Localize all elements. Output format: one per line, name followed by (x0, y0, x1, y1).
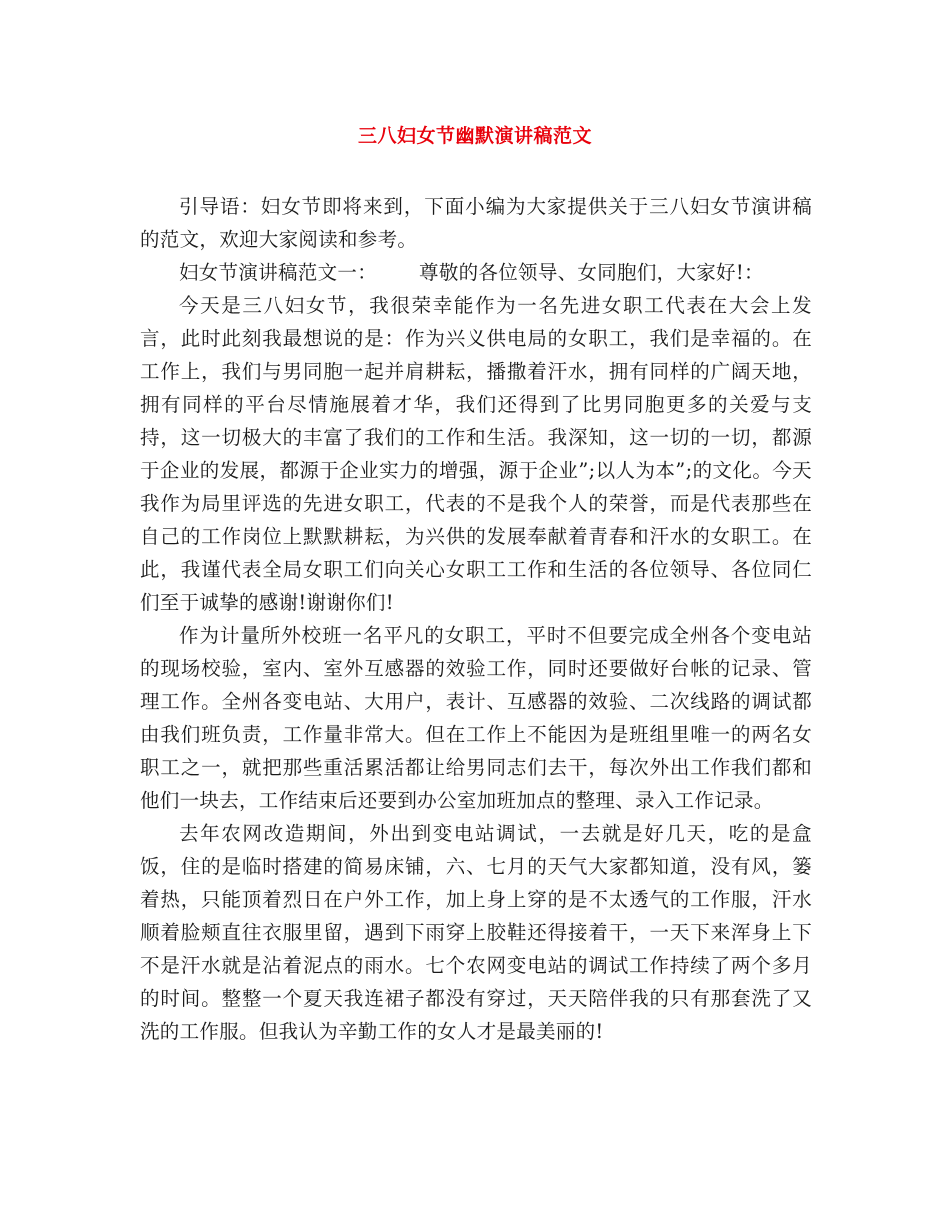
body-paragraph: 今天是三八妇女节，我很荣幸能作为一名先进女职工代表在大会上发言，此时此刻我最想说的是：作为兴义供电局的女职工，我们是幸福的。在工作上，我们与男同胞一起并肩耕耘，播撒着汗水，拥有同样的广阔天地，拥有同样的平台尽情施展着才华，我们还得到了比男同胞更多的关爱与支持，这一切极大的丰富了我们的工作和生活。我深知，这一切的一切，都源于企业的发展，都源于企业实力的增强，源于企业”;以人为本”;的文化。今天我作为局里评选的先进女职工，代表的不是我个人的荣誉，而是代表那些在自己的工作岗位上默默耕耘，为兴供的发展奉献着青春和汗水的女职工。在此，我谨代表全局女职工们向关心女职工工作和生活的各位领导、各位同仁们至于诚挚的感谢!谢谢你们! (140, 294, 812, 614)
document-body (140, 190, 812, 1048)
greeting-text: 尊敬的各位领导、女同胞们，大家好!： (419, 261, 764, 284)
sample-label: 妇女节演讲稿范文一： (179, 261, 378, 284)
body-paragraph: 作为计量所外校班一名平凡的女职工，平时不但要完成全州各个变电站的现场校验，室内、室外互感器的效验工作，同时还要做好台帐的记录、管理工作。全州各变电站、大用户，表计、互感器的效验、二次线路的调试都由我们班负责，工作量非常大。但在工作上不能因为是班组里唯一的两名女职工之一，就把那些重活累活都让给男同志们去干，每次外出工作我们都和他们一块去，工作结束后还要到办公室加班加点的整理、录入工作记录。 (140, 624, 812, 812)
body-paragraph: 去年农网改造期间，外出到变电站调试，一去就是好几天，吃的是盒饭，住的是临时搭建的简易床铺，六、七月的天气大家都知道，没有风，篓着热，只能顶着烈日在户外工作，加上身上穿的是不太透气的工作服，汗水顺着脸颊直往衣服里留，遇到下雨穿上胶鞋还得接着干，一天下来浑身上下不是汗水就是沾着泥点的雨水。七个农网变电站的调试工作持续了两个多月的时间。整整一个夏天我连裙子都没有穿过，天天陪伴我的只有那套洗了又洗的工作服。但我认为辛勤工作的女人才是最美丽的! (140, 822, 812, 1043)
intro-paragraph: 引导语：妇女节即将来到，下面小编为大家提供关于三八妇女节演讲稿的范文，欢迎大家阅读和参考。 (140, 195, 812, 251)
document-title: 三八妇女节幽默演讲稿范文 (357, 125, 592, 147)
sample-heading-paragraph (140, 256, 812, 289)
